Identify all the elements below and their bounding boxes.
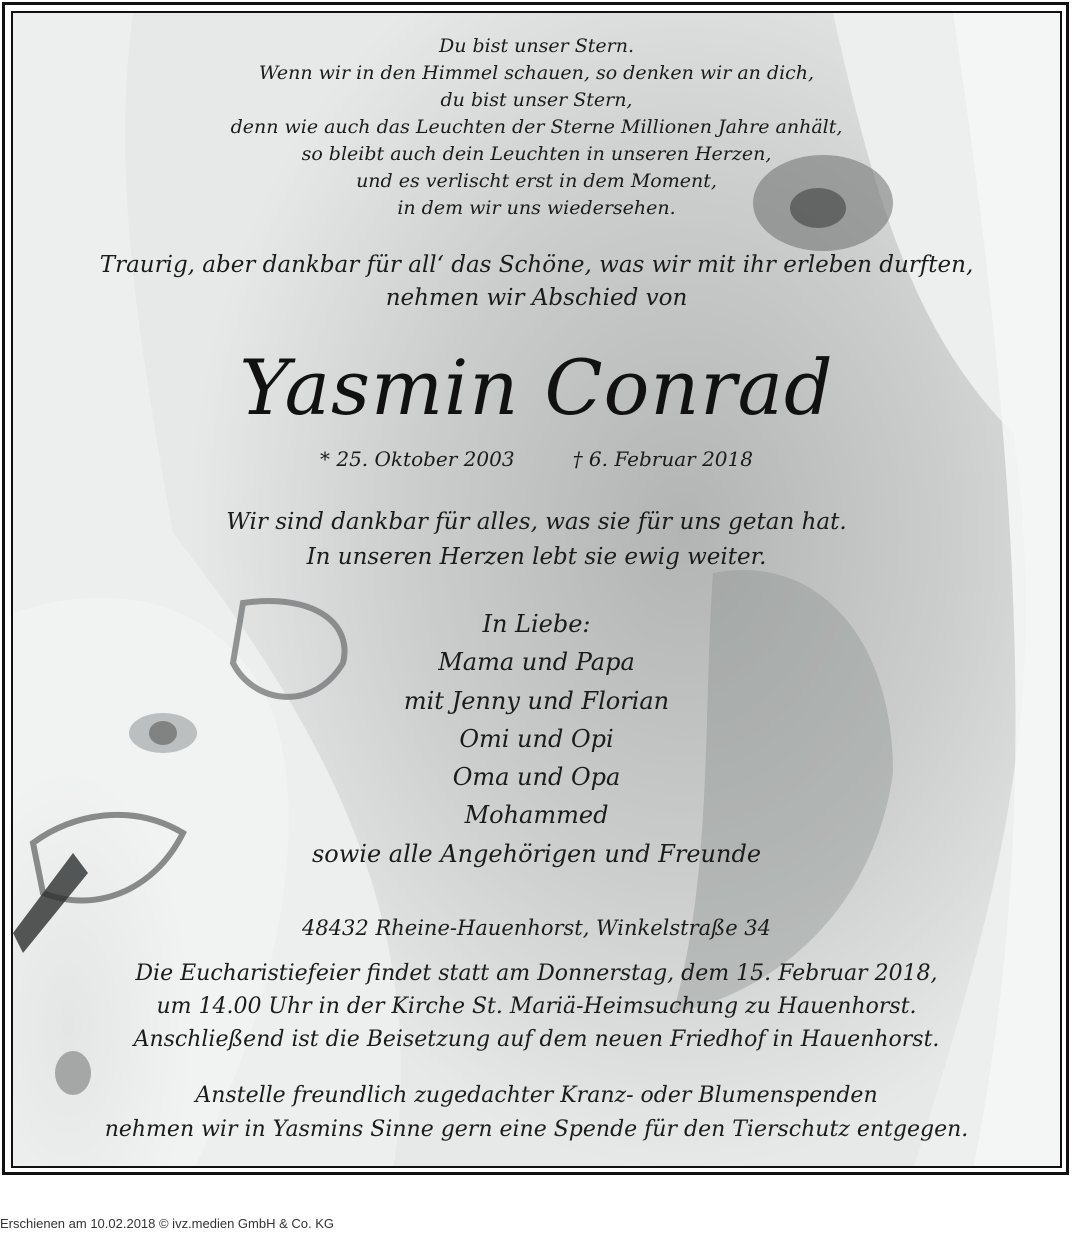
intro-line: nehmen wir Abschied von — [385, 285, 688, 311]
thanks-text — [11, 505, 1062, 575]
service-info — [11, 957, 1062, 1056]
poem-line: Du bist unser Stern. — [438, 35, 635, 57]
poem-line: so bleibt auch dein Leuchten in unseren Herzen, — [301, 143, 772, 165]
mourner-entry: Mama und Papa — [438, 648, 635, 677]
thanks-line: Wir sind dankbar für alles, was sie für uns getan hat. — [226, 509, 847, 535]
deceased-name: Yasmin Conrad — [239, 343, 834, 432]
donation-line: nehmen wir in Yasmins Sinne gern eine Spende für den Tierschutz entgegen. — [104, 1117, 969, 1142]
poem-line: du bist unser Stern, — [440, 89, 633, 111]
donation-line: Anstelle freundlich zugedachter Kranz- oder Blumenspenden — [195, 1083, 878, 1108]
family-address: 48432 Rheine-Hauenhorst, Winkelstraße 34 — [301, 916, 772, 940]
mourner-entry: Oma und Opa — [452, 763, 621, 792]
intro-text — [11, 249, 1062, 315]
mourner-entry: sowie alle Angehörigen und Freunde — [311, 839, 762, 868]
mourners-list — [11, 605, 1062, 873]
service-line: Anschließend ist die Beisetzung auf dem neuen Friedhof in Hauenhorst. — [133, 1027, 940, 1052]
poem-line: Wenn wir in den Himmel schauen, so denken wir an dich, — [258, 62, 815, 84]
mourner-entry: Mohammed — [464, 801, 609, 830]
donation-note — [11, 1079, 1062, 1147]
mourner-entry: mit Jenny und Florian — [403, 686, 670, 715]
poem-line: denn wie auch das Leuchten der Sterne Millionen Jahre anhält, — [230, 116, 843, 138]
thanks-line: In unseren Herzen lebt sie ewig weiter. — [306, 544, 767, 570]
birth-date: * 25. Oktober 2003 — [320, 447, 515, 471]
death-date: † 6. Februar 2018 — [572, 447, 753, 471]
mourner-entry: Omi und Opi — [459, 724, 614, 753]
poem — [11, 33, 1062, 222]
mourners-heading: In Liebe: — [482, 610, 591, 638]
life-dates — [11, 445, 1062, 473]
poem-line: und es verlischt erst in dem Moment, — [356, 170, 717, 192]
intro-line: Traurig, aber dankbar für all‘ das Schöne, was wir mit ihr erleben durften, — [99, 252, 974, 278]
service-line: Die Eucharistiefeier findet statt am Donnerstag, dem 15. Februar 2018, — [135, 961, 938, 986]
poem-line: in dem wir uns wiedersehen. — [397, 197, 676, 219]
notice-text — [11, 11, 1062, 1168]
service-line: um 14.00 Uhr in der Kirche St. Mariä-Heimsuchung zu Hauenhorst. — [156, 994, 917, 1019]
publication-footer: Erschienen am 10.02.2018 © ivz.medien GmbH & Co. KG — [0, 1216, 335, 1231]
